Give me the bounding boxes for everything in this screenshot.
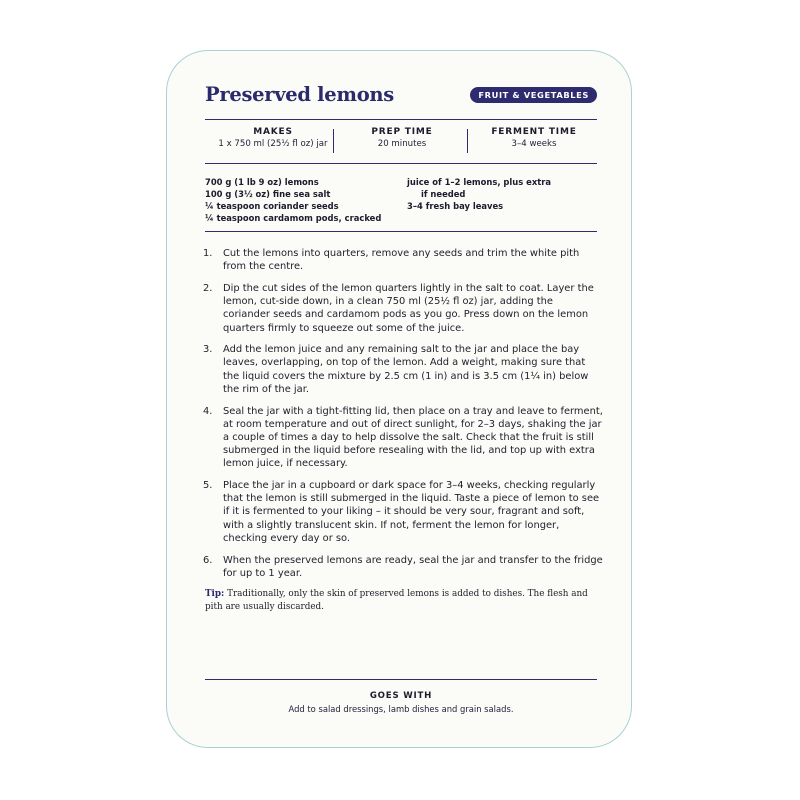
recipe-title: Preserved lemons	[205, 83, 394, 106]
meta-ferment-time	[471, 127, 597, 149]
step-text: Add the lemon juice and any remaining salt to the jar and place the bay leaves, overlapping, on top of the lemon. Add a weight, making sure that the liquid covers the mixture by 2.5 cm (1 in) and is 3.5 cm (1¼ in) below the rim of the jar.	[223, 344, 589, 395]
meta-separator	[333, 129, 334, 153]
step-number: 4.	[203, 405, 213, 417]
step-number: 1.	[203, 248, 213, 259]
meta-ferment-value: 3–4 weeks	[511, 139, 557, 149]
step-text: Seal the jar with a tight-fitting lid, then place on a tray and leave to ferment, at room temperature and out of direct sunlight, for 2–3 days, shaking the jar a couple of times a day to help dissolve the salt. Check that the fruit is still submerged in the liquid before resealing with the lid, and top up with extra lemon juice, if necessary.	[223, 405, 603, 470]
method-step	[203, 343, 603, 396]
ingredients-column-left	[205, 176, 381, 224]
ingredient-item: juice of 1–2 lemons, plus extra	[407, 177, 552, 187]
meta-prep-time	[337, 127, 467, 149]
meta-prep-label: PREP TIME	[371, 127, 433, 137]
meta-makes-value: 1 x 750 ml (25½ fl oz) jar	[218, 139, 328, 149]
meta-separator	[467, 129, 468, 153]
ingredient-item: 100 g (3½ oz) fine sea salt	[205, 189, 331, 199]
step-number: 5.	[203, 480, 213, 492]
tip-text: Traditionally, only the skin of preserved lemons is added to dishes. The flesh and pith are usually discarded.	[205, 589, 588, 612]
step-number: 3.	[203, 344, 213, 356]
recipe-card	[166, 50, 632, 748]
ingredient-item: 3–4 fresh bay leaves	[407, 201, 504, 211]
step-text: Cut the lemons into quarters, remove any seeds and trim the white pith from the centre.	[223, 248, 580, 273]
method-step	[203, 479, 603, 545]
recipe-meta	[205, 127, 597, 157]
method-steps	[203, 247, 603, 588]
header-divider	[205, 119, 597, 120]
ingredient-item-continued: if needed	[421, 189, 466, 199]
method-step	[203, 247, 603, 273]
meta-makes	[205, 127, 341, 149]
category-badge: FRUIT & VEGETABLES	[470, 87, 597, 103]
goes-with-section	[205, 691, 597, 714]
ingredients-divider	[205, 231, 597, 232]
step-number: 2.	[203, 282, 213, 294]
ingredient-item: ¼ teaspoon cardamom pods, cracked	[205, 213, 382, 223]
method-step	[203, 405, 603, 471]
ingredients-column-right	[407, 176, 551, 212]
recipe-header	[205, 81, 597, 113]
meta-prep-value: 20 minutes	[377, 139, 427, 149]
tip-label: Tip:	[205, 589, 225, 599]
step-text: When the preserved lemons are ready, seal the jar and transfer to the fridge for up to 1 year.	[223, 554, 603, 579]
step-text: Dip the cut sides of the lemon quarters lightly in the salt to coat. Layer the lemon, cut-side down, in a clean 750 ml (25½ fl oz) jar, adding the coriander seeds and cardamom pods as you go. Press down on the lemon quarters firmly to squeeze out some of the juice.	[223, 282, 594, 334]
meta-divider	[205, 163, 597, 164]
meta-makes-label: MAKES	[253, 127, 293, 137]
ingredient-item: ¼ teaspoon coriander seeds	[205, 201, 339, 211]
tip-note	[205, 588, 605, 614]
goes-with-divider	[205, 679, 597, 680]
goes-with-label: GOES WITH	[369, 691, 433, 701]
meta-ferment-label: FERMENT TIME	[491, 127, 577, 137]
step-number: 6.	[203, 554, 213, 566]
method-step	[203, 554, 603, 580]
step-text: Place the jar in a cupboard or dark space for 3–4 weeks, checking regularly that the lemon is still submerged in the liquid. Taste a piece of lemon to see if it is fermented to your liking – it should be very sour, fragrant and soft, with a slightly translucent skin. If not, ferment the lemon for longer, checking every day or so.	[223, 480, 600, 544]
goes-with-text: Add to salad dressings, lamb dishes and grain salads.	[288, 704, 514, 714]
method-step	[203, 282, 603, 335]
ingredient-item: 700 g (1 lb 9 oz) lemons	[205, 177, 319, 187]
